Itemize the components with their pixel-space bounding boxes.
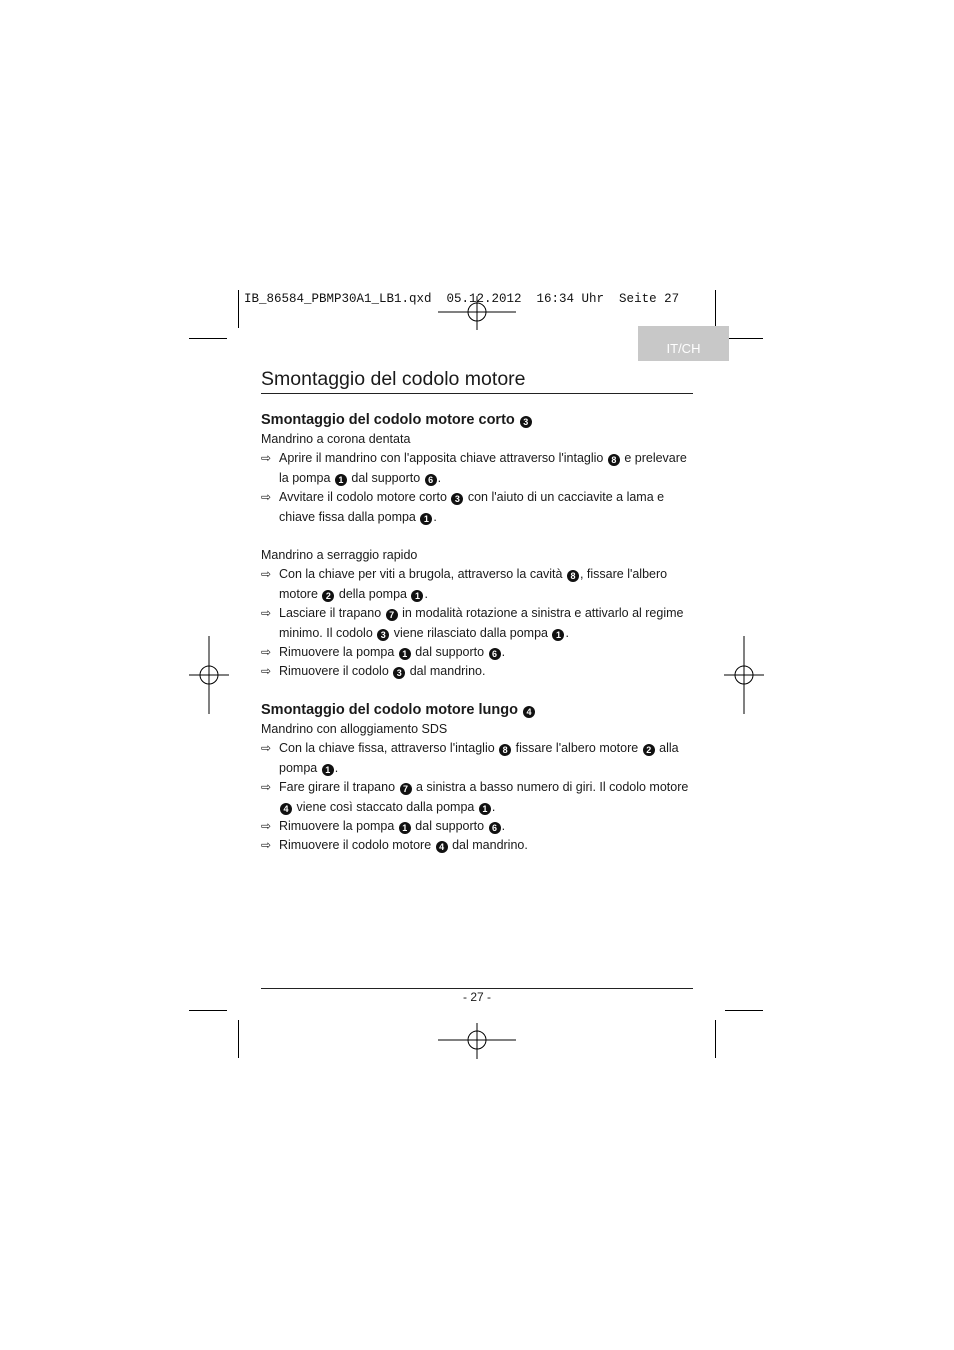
part-number-badge: 4	[436, 841, 448, 853]
instruction-step	[261, 604, 693, 643]
part-number-badge: 4	[280, 803, 292, 815]
part-number-badge: 7	[400, 783, 412, 795]
subheading: Mandrino a serraggio rapido	[261, 548, 418, 563]
step-list	[261, 739, 693, 855]
part-number-badge: 1	[399, 648, 411, 660]
part-number-badge: 1	[552, 629, 564, 641]
instruction-step	[261, 836, 693, 855]
instruction-step	[261, 739, 693, 778]
step-text: Con la chiave fissa, attraverso l'intaglio 8 fissare l'albero motore 2 alla pompa 1 .	[279, 741, 679, 775]
step-text: Rimuovere la pompa 1 dal supporto 6 .	[279, 645, 506, 660]
arrow-right-icon: ⇨	[261, 741, 272, 756]
instruction-step	[261, 643, 693, 662]
part-number-badge: 7	[386, 609, 398, 621]
heading-text: Smontaggio del codolo motore corto	[261, 412, 515, 428]
part-number-badge: 1	[335, 474, 347, 486]
part-number-badge: 1	[399, 822, 411, 834]
subheading: Mandrino a corona dentata	[261, 432, 411, 446]
page-content	[261, 363, 693, 856]
step-text: Lasciare il trapano 7 in modalità rotazione a sinistra e attivarlo al regime minimo. Il codolo 3 viene rilasciato dalla pompa 1 .	[279, 606, 684, 640]
part-number-badge: 1	[420, 513, 432, 525]
arrow-right-icon: ⇨	[261, 606, 272, 621]
step-text: Rimuovere il codolo motore 4 dal mandrino.	[279, 838, 528, 853]
part-number-badge: 3	[377, 629, 389, 641]
part-number-badge: 1	[322, 764, 334, 776]
crop-mark	[725, 1010, 763, 1011]
instruction-step	[261, 817, 693, 836]
part-number-badge: 3	[451, 493, 463, 505]
part-number-badge: 3	[520, 416, 532, 428]
part-number-badge: 8	[499, 744, 511, 756]
instruction-step	[261, 565, 693, 604]
step-text: Aprire il mandrino con l'apposita chiave attraverso l'intaglio 8 e prelevare la pompa 1 dal supporto 6 .	[279, 451, 687, 485]
page-title: Smontaggio del codolo motore	[261, 363, 693, 394]
arrow-right-icon: ⇨	[261, 490, 272, 505]
crop-mark	[189, 1010, 227, 1011]
instruction-step	[261, 488, 693, 527]
step-text: Rimuovere il codolo 3 dal mandrino.	[279, 664, 486, 679]
registration-mark-icon	[438, 1023, 516, 1059]
arrow-right-icon: ⇨	[261, 645, 272, 660]
part-number-badge: 1	[411, 590, 423, 602]
part-number-badge: 2	[322, 590, 334, 602]
crop-mark	[725, 338, 763, 339]
registration-mark-icon	[189, 636, 229, 714]
crop-mark	[715, 290, 716, 328]
part-number-badge: 8	[608, 454, 620, 466]
part-number-badge: 2	[643, 744, 655, 756]
crop-mark	[238, 290, 239, 328]
print-slug: IB_86584_PBMP30A1_LB1.qxd 05.12.2012 16:34 Uhr Seite 27	[244, 292, 680, 306]
step-text: Avvitare il codolo motore corto 3 con l'aiuto di un cacciavite a lama e chiave fissa dalla pompa 1 .	[279, 490, 665, 524]
crop-mark	[715, 1020, 716, 1058]
arrow-right-icon: ⇨	[261, 818, 272, 833]
arrow-right-icon: ⇨	[261, 664, 272, 679]
part-number-badge: 6	[425, 474, 437, 486]
subheading: Mandrino con alloggiamento SDS	[261, 721, 448, 736]
step-text: Rimuovere la pompa 1 dal supporto 6 .	[279, 818, 506, 833]
part-number-badge: 1	[479, 803, 491, 815]
step-list	[261, 565, 693, 681]
arrow-right-icon: ⇨	[261, 780, 272, 795]
section-heading	[261, 410, 693, 430]
footer-rule	[261, 988, 693, 989]
language-tab: IT/CH	[638, 326, 729, 361]
instruction-step	[261, 449, 693, 488]
arrow-right-icon: ⇨	[261, 451, 272, 466]
part-number-badge: 4	[523, 706, 535, 718]
step-list	[261, 449, 693, 527]
instruction-step	[261, 662, 693, 681]
page-number: - 27 -	[462, 990, 491, 1004]
arrow-right-icon: ⇨	[261, 567, 272, 582]
step-text: Con la chiave per viti a brugola, attraverso la cavità 8 , fissare l'albero motore 2 della pompa 1 .	[279, 567, 668, 601]
heading-text: Smontaggio del codolo motore lungo	[261, 701, 518, 718]
arrow-right-icon: ⇨	[261, 838, 272, 853]
instruction-step	[261, 778, 693, 817]
part-number-badge: 3	[393, 667, 405, 679]
crop-mark	[189, 338, 227, 339]
section-heading	[261, 700, 693, 720]
step-text: Fare girare il trapano 7 a sinistra a basso numero di giri. Il codolo motore 4 viene così staccato dalla pompa 1 .	[279, 780, 689, 814]
part-number-badge: 6	[489, 648, 501, 660]
crop-mark	[238, 1020, 239, 1058]
registration-mark-icon	[724, 636, 764, 714]
part-number-badge: 8	[567, 570, 579, 582]
part-number-badge: 6	[489, 822, 501, 834]
